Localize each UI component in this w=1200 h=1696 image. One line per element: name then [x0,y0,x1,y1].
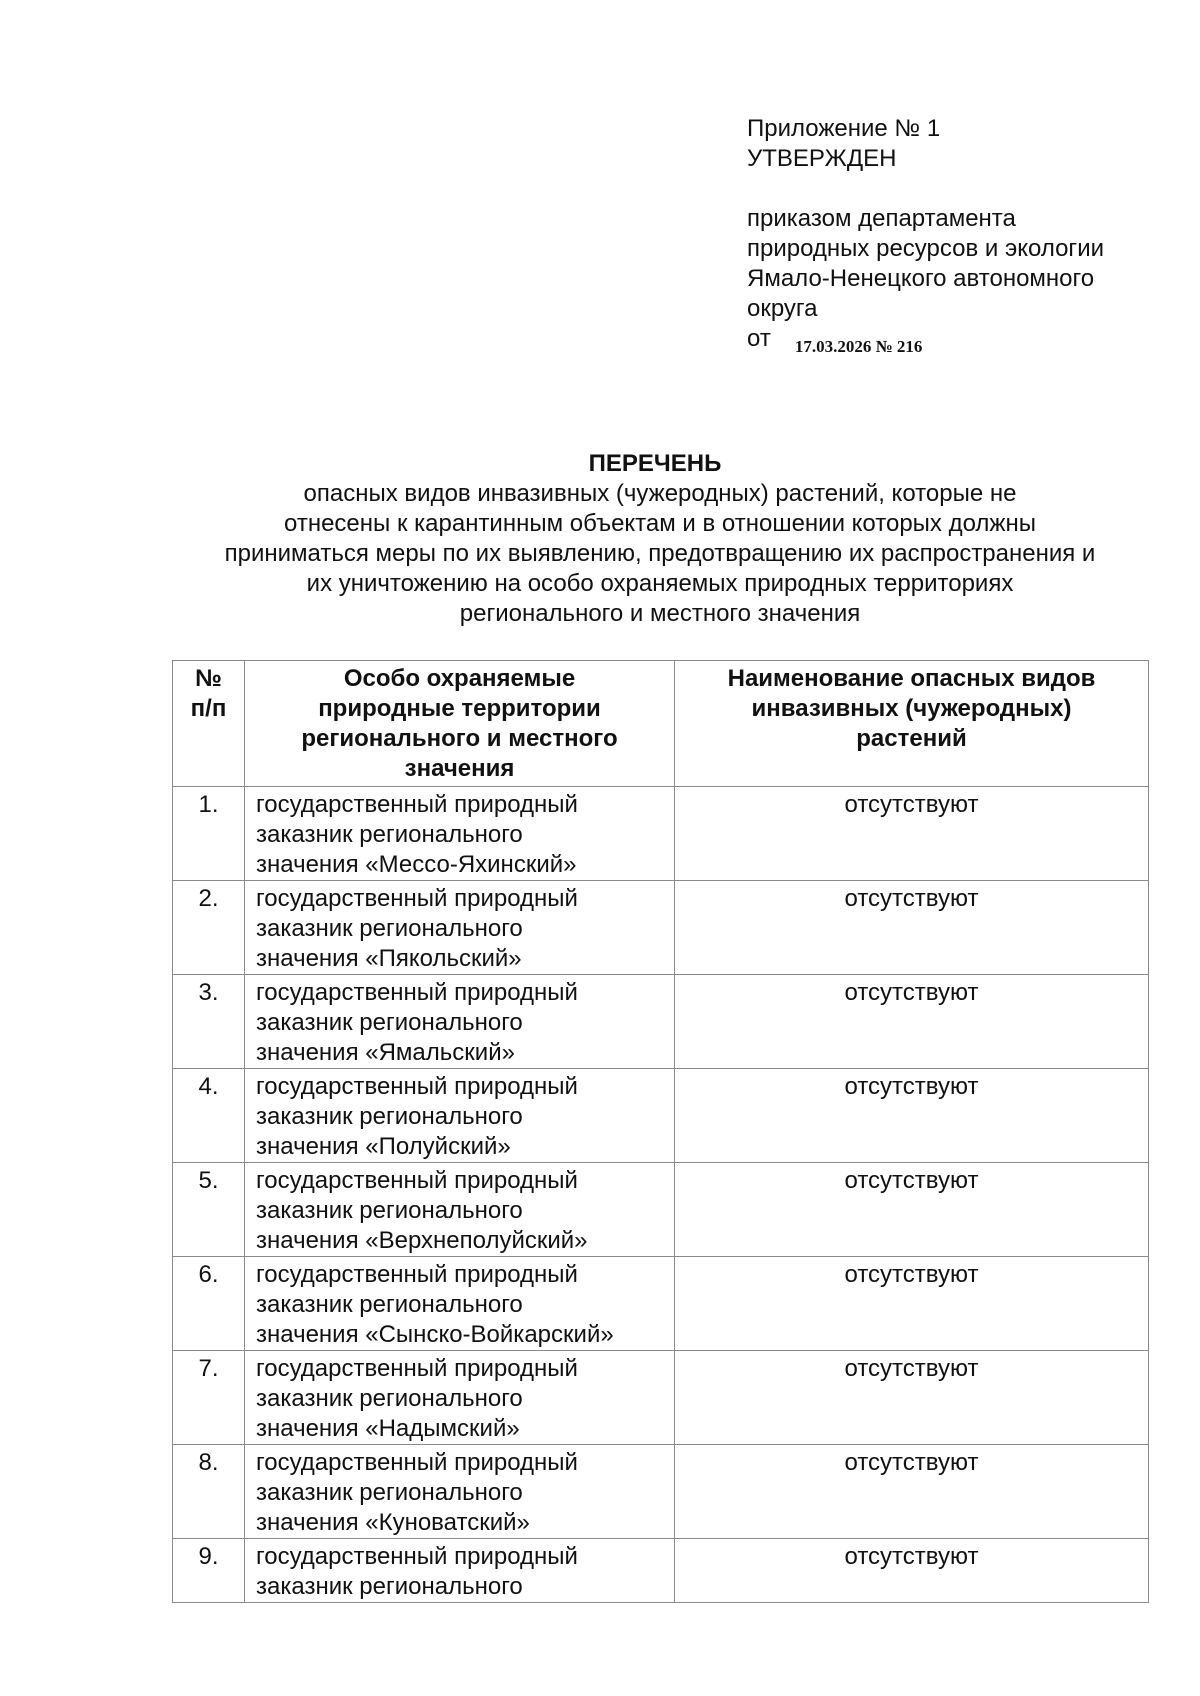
territory-line: значения «Полуйский» [256,1133,511,1160]
territory-name [245,1257,675,1351]
territory-name [245,1069,675,1163]
territory-line: государственный природный [256,1449,578,1476]
territory-line: государственный природный [256,1167,578,1194]
territory-name [245,881,675,975]
row-number: 8. [173,1445,245,1539]
order-date-number: 17.03.2026 № 216 [794,337,923,356]
header-line: Особо охраняемые [343,665,576,692]
subtitle-line: опасных видов инвазивных (чужеродных) растений, которые не [303,480,1017,507]
territory-line: заказник регионального [256,1385,523,1412]
row-number: 7. [173,1351,245,1445]
territory-line: значения «Пякольский» [256,945,522,972]
subtitle-line: отнесены к карантинным объектам и в отношении которых должны [284,510,1036,537]
header-line: растений [856,725,967,752]
territory-line: государственный природный [256,791,578,818]
species-status: отсутствуют [675,1351,1149,1445]
species-status: отсутствуют [675,1163,1149,1257]
order-line: природных ресурсов и экологии [747,235,1104,262]
header-line: значения [404,755,515,782]
table-row [173,1069,1149,1163]
table-row [173,787,1149,881]
species-status: отсутствуют [675,1069,1149,1163]
territory-line: государственный природный [256,979,578,1006]
territory-line: заказник регионального [256,1479,523,1506]
territory-line: заказник регионального [256,821,523,848]
header-number [173,661,245,787]
territory-line: значения «Сынско-Войкарский» [256,1321,614,1348]
header-territory [245,661,675,787]
document-title-block [170,449,1150,629]
table-row [173,1351,1149,1445]
subtitle-line: регионального и местного значения [459,600,861,627]
subtitle-line: приниматься меры по их выявлению, предотвращению их распространения и [224,540,1096,567]
row-number: 6. [173,1257,245,1351]
territory-name [245,1445,675,1539]
row-number: 4. [173,1069,245,1163]
species-status: отсутствуют [675,975,1149,1069]
from-label: от [747,325,771,352]
table-row [173,1257,1149,1351]
header-line: инвазивных (чужеродных) [751,695,1072,722]
document-title: ПЕРЕЧЕНЬ [588,450,722,477]
order-date-row [747,324,1167,356]
territory-line: значения «Верхнеполуйский» [256,1227,588,1254]
species-status: отсутствуют [675,881,1149,975]
territory-line: значения «Куноватский» [256,1509,530,1536]
table-row [173,881,1149,975]
header-line: п/п [190,695,227,722]
species-table-wrapper [172,660,1148,1603]
territory-name [245,787,675,881]
row-number: 9. [173,1539,245,1603]
table-row [173,1445,1149,1539]
order-line: округа [747,295,818,322]
table-row [173,1163,1149,1257]
territory-line: государственный природный [256,1073,578,1100]
territory-line: заказник регионального [256,1009,523,1036]
territory-name [245,975,675,1069]
species-status: отсутствуют [675,1539,1149,1603]
header-line: № [195,665,222,692]
row-number: 2. [173,881,245,975]
species-status: отсутствуют [675,1445,1149,1539]
table-row [173,975,1149,1069]
header-line: Наименование опасных видов [727,665,1096,692]
territory-line: заказник регионального [256,915,523,942]
row-number: 1. [173,787,245,881]
species-table [172,660,1149,1603]
territory-name [245,1163,675,1257]
species-status: отсутствуют [675,787,1149,881]
table-header-row [173,661,1149,787]
row-number: 3. [173,975,245,1069]
row-number: 5. [173,1163,245,1257]
territory-name [245,1539,675,1603]
table-row [173,1539,1149,1603]
territory-line: значения «Мессо-Яхинский» [256,851,577,878]
header-line: регионального и местного [301,725,618,752]
territory-line: значения «Ямальский» [256,1039,515,1066]
territory-line: заказник регионального [256,1291,523,1318]
territory-line: государственный природный [256,885,578,912]
order-line: Ямало-Ненецкого автономного [747,265,1095,292]
territory-name [245,1351,675,1445]
territory-line: государственный природный [256,1261,578,1288]
header-species [675,661,1149,787]
territory-line: заказник регионального [256,1573,523,1600]
order-line: приказом департамента [747,205,1016,232]
territory-line: государственный природный [256,1543,578,1570]
territory-line: заказник регионального [256,1197,523,1224]
appendix-label: Приложение № 1 [747,115,941,142]
subtitle-line: их уничтожению на особо охраняемых природных территориях [306,570,1014,597]
header-line: природные территории [318,695,601,722]
territory-line: заказник регионального [256,1103,523,1130]
species-status: отсутствуют [675,1257,1149,1351]
approved-label: УТВЕРЖДЕН [747,145,897,172]
territory-line: значения «Надымский» [256,1415,520,1442]
territory-line: государственный природный [256,1355,578,1382]
approval-spacer [747,174,1167,204]
approval-block [747,114,1167,356]
